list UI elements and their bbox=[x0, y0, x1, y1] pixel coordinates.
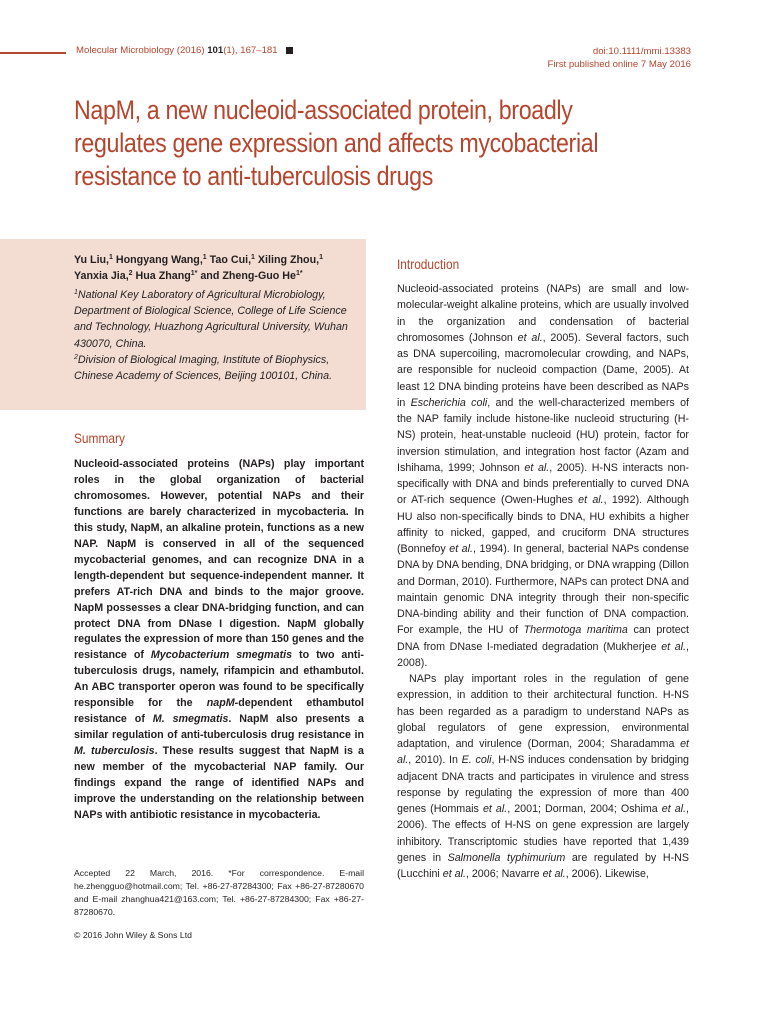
affiliation-text: National Key Laboratory of Agricultural Microbiology, Department of Biological Science, College of Life Science and Technology, Huazhong Agricultural University, Wuhan 430070, China. bbox=[74, 289, 348, 350]
doi[interactable]: doi:10.1111/mmi.13383 bbox=[592, 46, 691, 57]
correspondence-footnote: Accepted 22 March, 2016. *For correspondence. E-mail he.zhengguo@hotmail.com; Tel. +86-27-87284300; Fax +86-27-87280670 and E-mail zhanghua421@163.com; Tel. +86-27-87284300; Fax +86-27-87280670. bbox=[74, 868, 364, 918]
title-line: resistance to anti-tuberculosis drugs bbox=[74, 161, 433, 191]
paragraph: NAPs play important roles in the regulation of gene expression, in addition to their architectural function. H-NS has been regarded as a paradigm to understand NAPs as global regulators of gene expression, environmental adaptation, and virulence (Dorman, 2004; Sharadamma et al., 2010). In E. coli, H-NS induces condensation by bridging adjacent DNA tracts and participates in virulence and stress response by regulating the expression of more than 400 genes (Hommais et al., 2001; Dorman, 2004; Oshima et al., 2006). The effects of H-NS on gene expression are largely inhibitory. Transcriptomic studies have reported that 1,439 genes in Salmonella typhimurium are regulated by H-NS (Lucchini et al., 2006; Navarre et al., 2006). Likewise, bbox=[397, 673, 690, 880]
author-line bbox=[74, 269, 364, 285]
author-name: Hua Zhang bbox=[132, 269, 191, 282]
author-name: Xiling Zhou, bbox=[254, 254, 320, 266]
affiliation-text: Division of Biological Imaging, Institute of Biophysics, Chinese Academy of Sciences, Beijing 100101, China. bbox=[74, 353, 333, 383]
introduction-heading: Introduction bbox=[397, 256, 460, 272]
running-header bbox=[0, 44, 768, 74]
article-title bbox=[74, 94, 607, 193]
author-name: Yu Liu, bbox=[74, 254, 110, 266]
journal-issue-pages: (1), 167–181 bbox=[223, 45, 278, 56]
author-affil-marker: 1 bbox=[251, 254, 255, 261]
copyright: © 2016 John Wiley & Sons Ltd bbox=[74, 930, 192, 940]
author-affil-marker: 1 bbox=[202, 254, 207, 261]
author-affil-marker: 1 bbox=[109, 254, 113, 261]
author-affil-marker: 2 bbox=[128, 269, 133, 277]
affiliation-marker: 2 bbox=[74, 353, 78, 361]
published-date: First published online 7 May 2016 bbox=[547, 59, 691, 70]
author-name: Tao Cui, bbox=[206, 254, 252, 266]
paragraph: Nucleoid-associated proteins (NAPs) are small and low-molecular-weight alkaline proteins, which are usually involved in the organization and condensation of bacterial chromosomes (Johnson et al., 2005). Several factors, such as DNA supercoiling, macromolecular crowding, and NAPs, are responsible for nucleoid compaction (Dame, 2005). At least 12 DNA binding proteins have been described as NAPs in Escherichia coli, and the well-characterized members of the NAP family include histone-like nucleoid structuring (H-NS) protein, heat-unstable nucleoid (HU) protein, factor for inversion stimulation, and integration host factor (Azam and Ishihama, 1999; Johnson et al., 2005). H-NS interacts non-specifically with DNA and binds preferentially to curved DNA or AT-rich sequence (Owen-Hughes et al., 1992). Although HU also non-specifically binds to DNA, HU exhibits a higher affinity to nicked, gapped, and cruciform DNA structures (Bonnefoy et al., 1994). In general, bacterial NAPs condense DNA by DNA bending, DNA bridging, or DNA wrapping (Dillon and Dorman, 2010). Furthermore, NAPs can protect DNA and maintain genomic DNA integrity through their non-specific DNA-binding ability and their function of DNA compaction. For example, the HU of Thermotoga maritima can protect DNA from DNase I-mediated degradation (Mukherjee et al., 2008). bbox=[397, 283, 689, 669]
summary-heading: Summary bbox=[74, 430, 125, 446]
author-name: and Zheng-Guo He bbox=[197, 269, 296, 282]
affiliation-marker: 1 bbox=[74, 289, 78, 296]
header-rule bbox=[0, 52, 66, 54]
title-line: NapM, a new nucleoid-associated protein, broadly bbox=[74, 95, 573, 125]
title-line: regulates gene expression and affects mycobacterial bbox=[74, 128, 599, 158]
introduction-text bbox=[397, 281, 689, 882]
journal-citation bbox=[76, 45, 293, 56]
author-list bbox=[74, 253, 364, 284]
summary-text: Nucleoid-associated proteins (NAPs) play important roles in the global organization of bacterial chromosomes. However, potential NAPs and their functions are barely characterized in mycobacteria. In this study, NapM, an alkaline protein, functions as a new NAP. NapM is conserved in all of the sequenced mycobacterial genomes, and can recognize DNA in a length-dependent but sequence-independent manner. It prefers AT-rich DNA and binds to the major groove. NapM possesses a clear DNA-bridging function, and can protect DNA from DNase I digestion. NapM globally regulates the expression of more than 150 genes and the resistance of Mycobacterium smegmatis to two anti-tuberculosis drugs, namely, rifampicin and ethambutol. An ABC transporter operon was found to be specifically responsible for the napM-dependent ethambutol resistance of M. smegmatis. NapM also presents a similar regulation of anti-tuberculosis drug resistance in M. tuberculosis. These results suggest that NapM is a new member of the mycobacterial NAP family. Our findings expand the range of identified NAPs and improve the understanding on the relationship between NAPs with antibiotic resistance in mycobacteria. bbox=[74, 458, 365, 821]
author-name: Yanxia Jia, bbox=[74, 269, 129, 282]
author-affil-marker: 1* bbox=[190, 269, 198, 277]
journal-name: Molecular Microbiology bbox=[76, 45, 175, 56]
journal-year: (2016) bbox=[176, 45, 205, 56]
journal-volume: 101 bbox=[207, 45, 224, 56]
author-affil-marker: 1* bbox=[295, 269, 303, 277]
author-name: Hongyang Wang, bbox=[112, 254, 203, 266]
author-line bbox=[74, 253, 364, 269]
square-bullet-icon bbox=[286, 47, 293, 54]
affiliation bbox=[74, 352, 359, 384]
author-affil-marker: 1 bbox=[319, 254, 323, 261]
doi-block bbox=[548, 45, 691, 71]
affiliation bbox=[74, 287, 359, 352]
affiliations bbox=[74, 287, 359, 384]
